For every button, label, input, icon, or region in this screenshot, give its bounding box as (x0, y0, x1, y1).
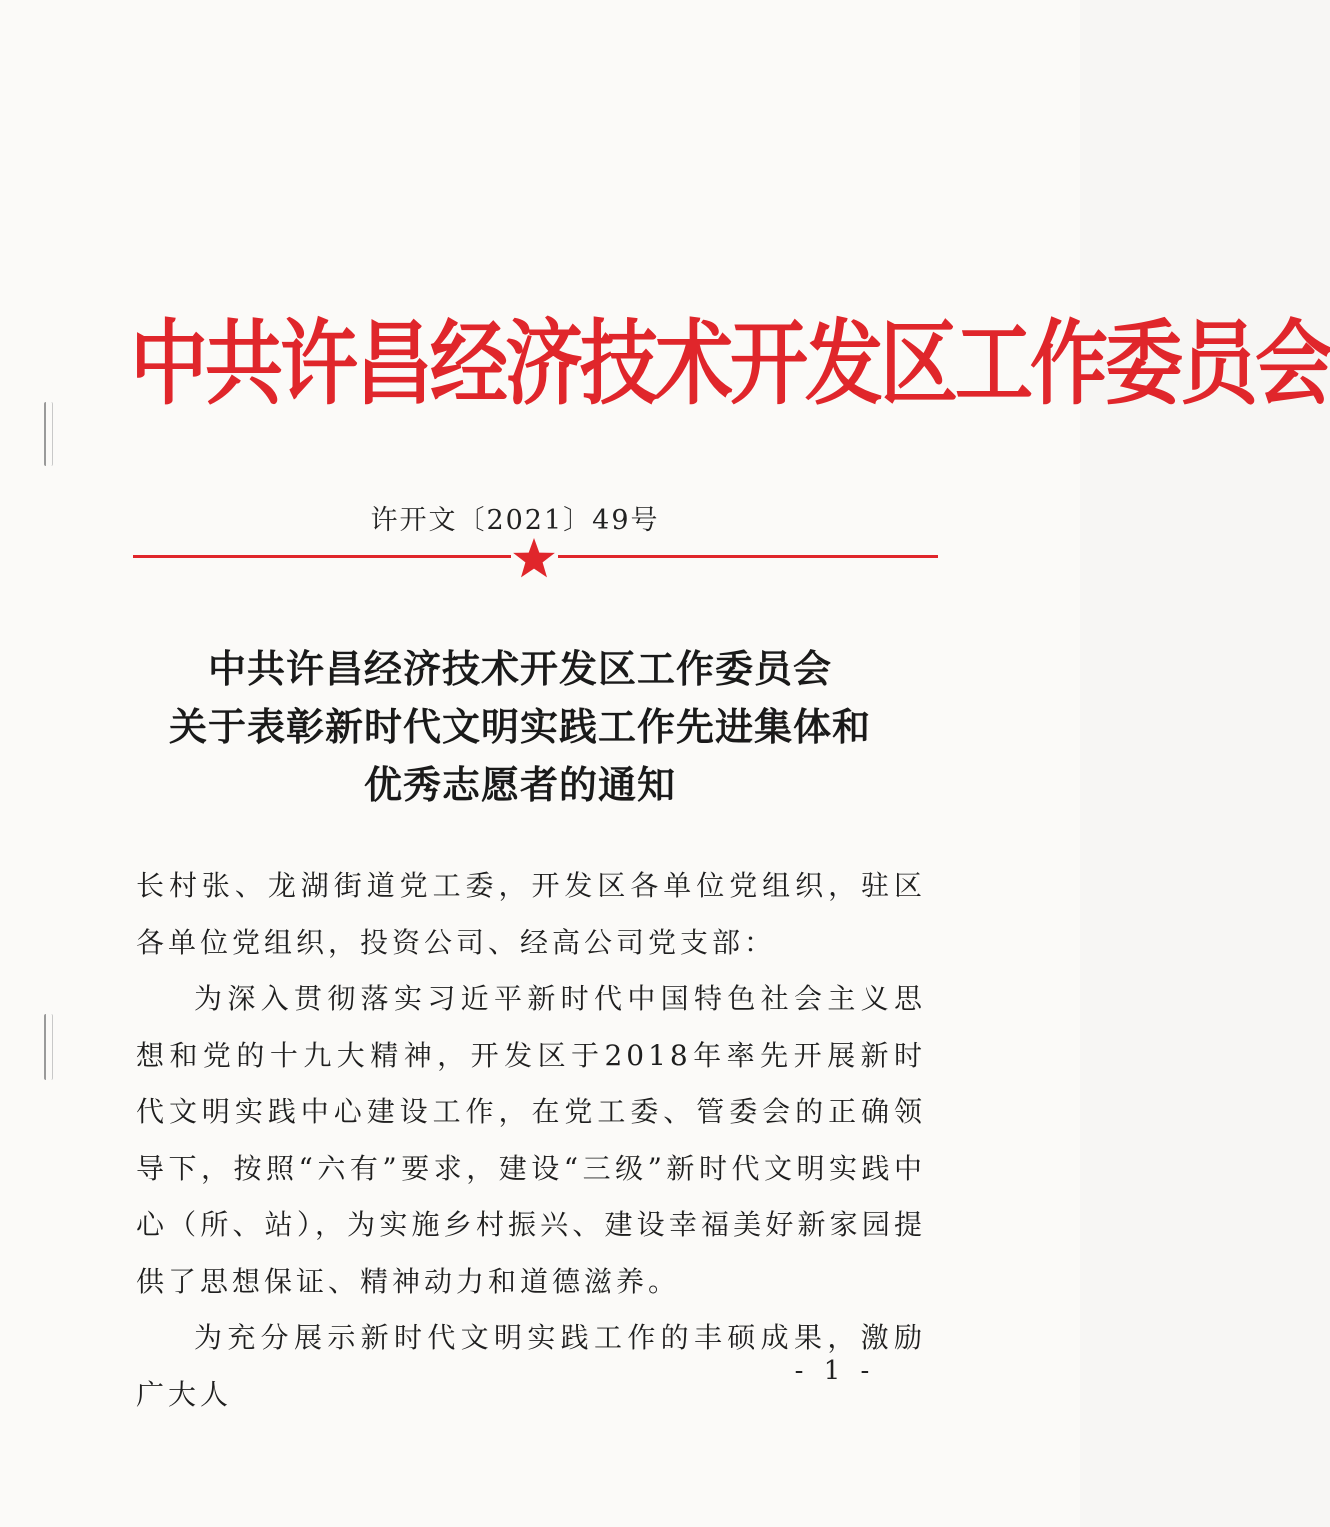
document-title (100, 640, 940, 814)
document-number: 许开文〔2021〕49号 (370, 505, 660, 536)
binding-staple-mark (44, 402, 53, 466)
title-line-1: 中共许昌经济技术开发区工作委员会 (207, 646, 832, 691)
document-body (136, 858, 926, 1423)
title-line-2: 关于表彰新时代文明实践工作先进集体和 (168, 704, 871, 749)
red-masthead: 中共许昌经济技术开发区工作委员会 (130, 311, 1330, 418)
page-number: - 1 - (794, 1356, 876, 1386)
binding-staple-mark (44, 1014, 53, 1080)
red-rule-right (558, 555, 938, 558)
body-paragraph: 为深入贯彻落实习近平新时代中国特色社会主义思想和党的十九大精神，开发区于2018年率先开展新时代文明实践中心建设工作，在党工委、管委会的正确领导下，按照“六有”要求，建设“三级”新时代文明实践中心（所、站），为实施乡村振兴、建设幸福美好新家园提供了思想保证、精神动力和道德滋养。 (136, 982, 926, 1298)
red-rule-left (133, 555, 511, 558)
body-paragraph: 为充分展示新时代文明实践工作的丰硕成果，激励广大人 (136, 1321, 926, 1411)
title-line-3: 优秀志愿者的通知 (363, 762, 676, 807)
star-icon (512, 536, 556, 580)
salutation: 长村张、龙湖街道党工委，开发区各单位党组织，驻区各单位党组织，投资公司、经高公司党支部： (136, 869, 926, 959)
